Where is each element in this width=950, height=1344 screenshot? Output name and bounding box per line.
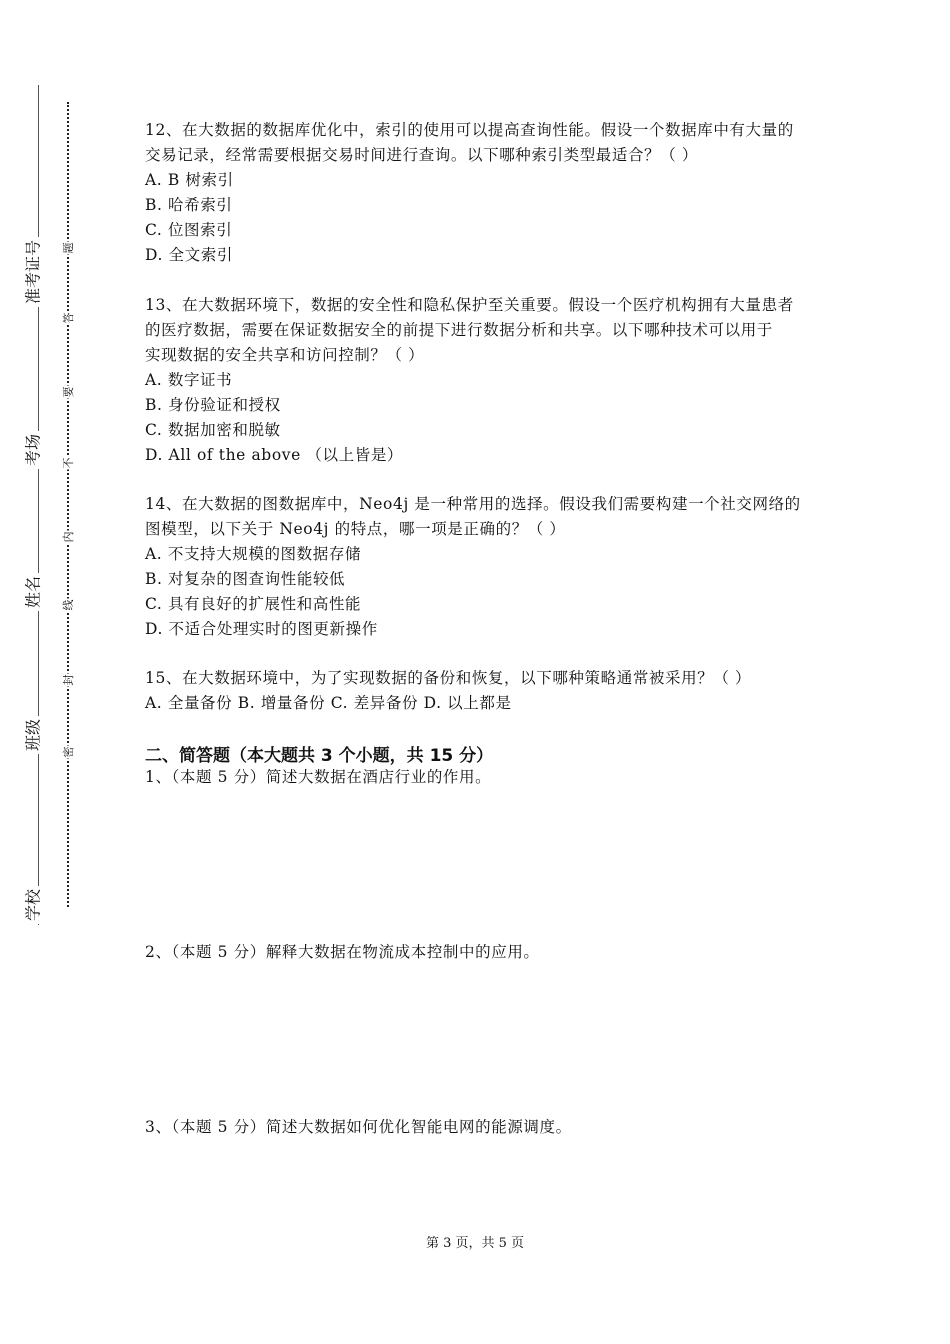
seal-char: 答 (62, 312, 75, 324)
option: D. All of the above （以上皆是） (145, 446, 404, 464)
exam-room-label: 考场 (21, 431, 44, 469)
seal-char: 题 (62, 242, 75, 254)
question-text: 15、在大数据环境中，为了实现数据的备份和恢复，以下哪种策略通常被采用？（ ） (145, 669, 752, 687)
option: A. 不支持大规模的图数据存储 (145, 545, 362, 563)
seal-char: 要 (62, 386, 75, 398)
option: A. 数字证书 (145, 371, 233, 389)
name-label: 姓名 (21, 573, 44, 611)
short-answer-question: 1、（本题 5 分）简述大数据在酒店行业的作用。 (145, 768, 492, 786)
option: B. 身份验证和授权 (145, 396, 281, 414)
option: C. 具有良好的扩展性和高性能 (145, 595, 362, 613)
short-answer-question: 2、（本题 5 分）解释大数据在物流成本控制中的应用。 (145, 943, 540, 961)
seal-char: 密 (62, 746, 75, 758)
question-text: 实现数据的安全共享和访问控制？（ ） (145, 346, 425, 364)
option: B. 哈希索引 (145, 196, 233, 214)
seal-char: 线 (62, 599, 75, 611)
binding-line (38, 85, 39, 925)
question-text: 12、在大数据的数据库优化中，索引的使用可以提高查询性能。假设一个数据库中有大量的 (145, 121, 794, 139)
class-label: 班级 (21, 716, 44, 754)
question-text: 交易记录，经常需要根据交易时间进行查询。以下哪种索引类型最适合？（ ） (145, 146, 698, 164)
page-footer: 第 3 页，共 5 页 (425, 1236, 525, 1251)
question-text: 的医疗数据，需要在保证数据安全的前提下进行数据分析和共享。以下哪种技术可以用于 (145, 321, 773, 339)
question-text: 14、在大数据的图数据库中，Neo4j 是一种常用的选择。假设我们需要构建一个社交网络的 (145, 495, 801, 513)
school-label: 学校 (21, 886, 44, 924)
option: D. 不适合处理实时的图更新操作 (145, 620, 378, 638)
seal-char: 封 (62, 674, 75, 686)
option: B. 对复杂的图查询性能较低 (145, 570, 346, 588)
option: A. 全量备份 B. 增量备份 C. 差异备份 D. 以上都是 (145, 694, 512, 712)
option: D. 全文索引 (145, 246, 233, 264)
seal-char: 不 (62, 457, 75, 469)
exam-id-label: 准考证号 (21, 237, 44, 307)
question-text: 13、在大数据环境下，数据的安全性和隐私保护至关重要。假设一个医疗机构拥有大量患者 (145, 296, 794, 314)
question-text: 图模型，以下关于 Neo4j 的特点，哪一项是正确的？（ ） (145, 520, 566, 538)
seal-char: 内 (62, 531, 75, 543)
seal-dotted-line (67, 102, 69, 907)
short-answer-question: 3、（本题 5 分）简述大数据如何优化智能电网的能源调度。 (145, 1118, 572, 1136)
option: C. 数据加密和脱敏 (145, 421, 281, 439)
option: A. B 树索引 (145, 171, 234, 189)
section-heading: 二、简答题（本大题共 3 个小题，共 15 分） (145, 746, 494, 766)
option: C. 位图索引 (145, 221, 233, 239)
